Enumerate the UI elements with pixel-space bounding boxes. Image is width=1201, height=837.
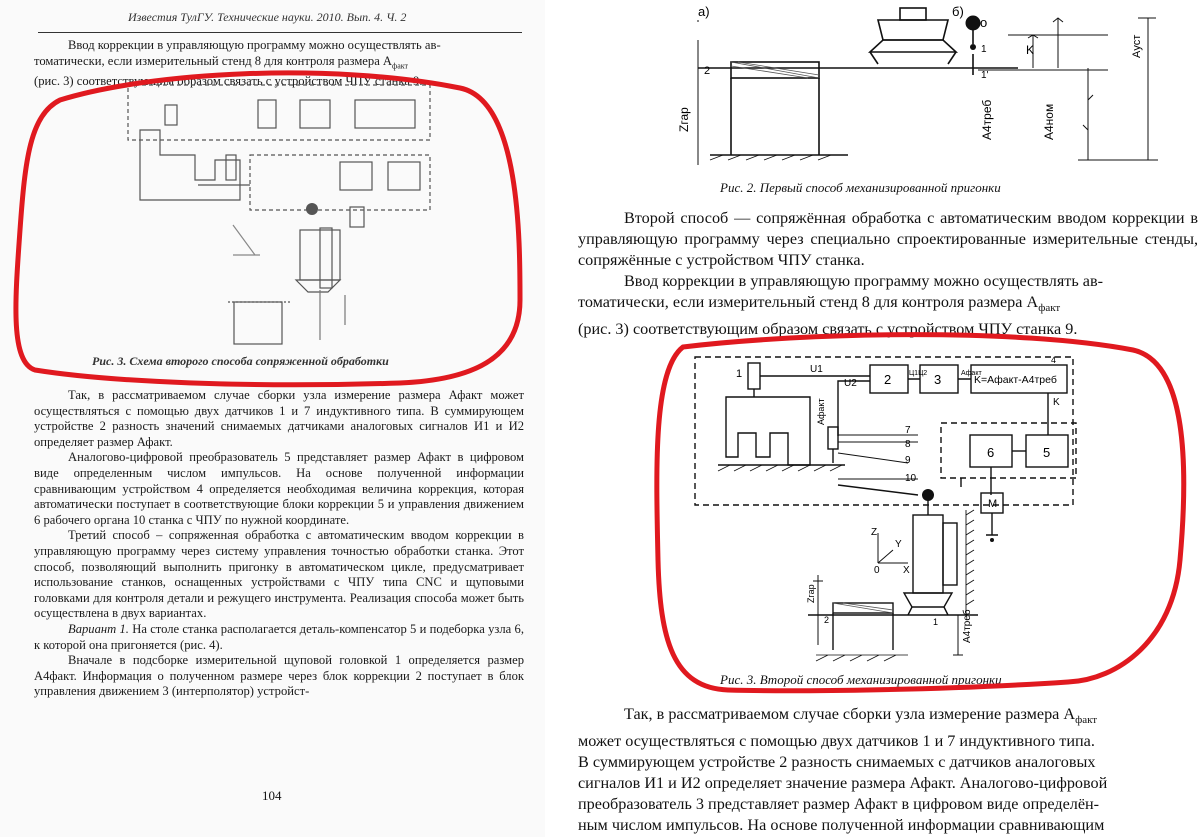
right-para-1: Второй способ — сопряжённая обработка с автоматическим вводом коррекции в управляющую программу через специально спроектированные измерительные стенды, сопряжённые с устройством ЧПУ станка. [578, 209, 1198, 269]
svg-text:o: o [980, 15, 988, 30]
left-para-3: Третий способ – сопряженная обработка с автоматическим вводом коррекции в управляющую программу через систему управления точностью обработки станка. Этот способ, позволяющий выполнить пригонку в автоматическом цикле, предусматривает использование станков, оснащенных устройствами с ЧПУ типа CNC и щуповыми головками для контроля детали и режущего инструмента. Реализация способа может быть осуществлена в двух вариантах. [34, 528, 524, 621]
svg-text:5: 5 [1043, 445, 1051, 460]
svg-text:Zгар: Zгар [806, 584, 816, 603]
svg-text:U1: U1 [810, 364, 823, 375]
right-para-3-line-4: сигналов И1 и И2 определяет значение размера Афакт. Аналогово-цифровой [578, 774, 1108, 793]
svg-text:A4треб: A4треб [962, 609, 973, 643]
left-body [34, 388, 524, 700]
right-para-2-line-3: (рис. 3) соответствующим образом связать с устройством ЧПУ станка 9. [578, 320, 1078, 339]
left-para-5: Вначале в подсборке измерительной щуповой головкой 1 определяется размер A4факт. Информация о полученном размере через блок коррекции 2 поступает в блок управления движением 3 (интерполятор) устройст- [34, 653, 524, 699]
svg-text:0: 0 [874, 565, 880, 576]
svg-text:X: X [903, 565, 910, 576]
svg-text:2: 2 [824, 615, 830, 625]
svg-text:6: 6 [987, 445, 995, 460]
red-annotation-left [0, 0, 545, 400]
left-para-2: Аналогово-цифровой преобразователь 5 представляет размер Афакт в цифровом виде определенным числом импульсов. На основе полученной информации сравнивающим устройством 4 определяется необходимая величина коррекция, которая автоматически поступает в соответствующие блоки коррекции 5 и управления движением 6 рабочего органа 10 станка с ЧПУ по нужной координате. [34, 450, 524, 527]
svg-text:10: 10 [905, 473, 917, 484]
left-para-1: Так, в рассматриваемом случае сборки узла измерение размера Афакт может осуществляться с помощью двух датчиков 1 и 7 индуктивного типа. В суммирующем устройстве 2 разность значений снимаемых датчиками аналоговых сигналов И1 и И2 определяет размер Афакт. [34, 388, 524, 449]
svg-text:Z: Z [871, 527, 878, 538]
svg-text:K: K [1053, 397, 1060, 408]
svg-text:U2: U2 [844, 378, 857, 389]
svg-text:8: 8 [905, 439, 911, 450]
svg-text:Aфакт: Aфакт [961, 370, 982, 377]
right-para-3-line-6: ным числом импульсов. На основе полученной информации сравнивающим [578, 816, 1105, 835]
svg-text:Aфакт: Aфакт [816, 398, 826, 425]
right-page [548, 0, 1201, 837]
svg-text:9: 9 [905, 455, 911, 466]
svg-text:Aуст: Aуст [1131, 34, 1143, 58]
fig2-label-b: б) [952, 4, 964, 19]
page-number: 104 [262, 788, 282, 803]
fig2-label-a: а) [698, 4, 710, 19]
svg-text:7: 7 [905, 425, 911, 436]
svg-text:3: 3 [934, 372, 942, 387]
svg-text:1': 1' [981, 70, 989, 81]
fig2-caption: Рис. 2. Первый способ механизированной пригонки [720, 180, 1001, 195]
formula-label: K=Aфакт-A4треб [974, 374, 1057, 386]
right-para-2-line-1: Ввод коррекции в управляющую программу можно осуществлять ав- [624, 272, 1103, 290]
right-body-bottom [578, 704, 1198, 836]
right-para-3-line-1: Так, в рассматриваемом случае сборки узла измерение размера $А_{факт}$ [624, 705, 1098, 727]
right-para-2-line-2: томатически, если измерительный стенд 8 для контроля размера $А_{факт}$ [578, 293, 1061, 315]
svg-text:A4треб: A4треб [980, 99, 994, 140]
svg-text:2: 2 [884, 372, 892, 387]
intro-line-3: (рис. 3) соответствующим образом связать с устройством ЧПУ станка 9. [34, 73, 423, 88]
left-page [0, 0, 545, 837]
svg-text:Zгар: Zгар [677, 107, 691, 132]
intro-line-1: Ввод коррекции в управляющую программу можно осуществлять ав- [68, 38, 441, 52]
left-para-4: Вариант 1. На столе станка располагается деталь-компенсатор 5 и подеборка узла 6, к которой она пригоняется (рис. 4). [34, 621, 524, 652]
right-para-3-line-2: может осуществляться с помощью двух датчиков 1 и 7 индуктивного типа. [578, 732, 1095, 751]
svg-text:Ц1Ц2: Ц1Ц2 [909, 370, 928, 377]
left-figure-caption: Рис. 3. Схема второго способа сопряженной обработки [92, 354, 389, 368]
intro-line-2: томатически, если измерительный стенд 8 для контроля размера $А_{факт}$ [34, 53, 409, 71]
journal-header: Известия ТулГУ. Технические науки. 2010. Вып. 4. Ч. 2 [128, 10, 407, 24]
fig3-caption: Рис. 3. Второй способ механизированной пригонки [720, 672, 1002, 687]
right-para-3-line-3: В суммирующем устройстве 2 разность снимаемых с датчиков аналоговых [578, 753, 1096, 772]
svg-text:Y: Y [895, 539, 902, 550]
svg-text:4: 4 [1051, 355, 1057, 365]
svg-text:1: 1 [981, 44, 987, 55]
svg-text:1: 1 [933, 617, 939, 627]
svg-text:1: 1 [736, 368, 743, 380]
svg-text:K: K [1026, 43, 1035, 57]
svg-text:M: M [988, 498, 998, 510]
right-para-3-line-5: преобразователь 3 представляет размер Афакт в цифровом виде определён- [578, 795, 1100, 814]
svg-text:2: 2 [704, 65, 711, 77]
svg-text:A4ном: A4ном [1042, 103, 1056, 140]
